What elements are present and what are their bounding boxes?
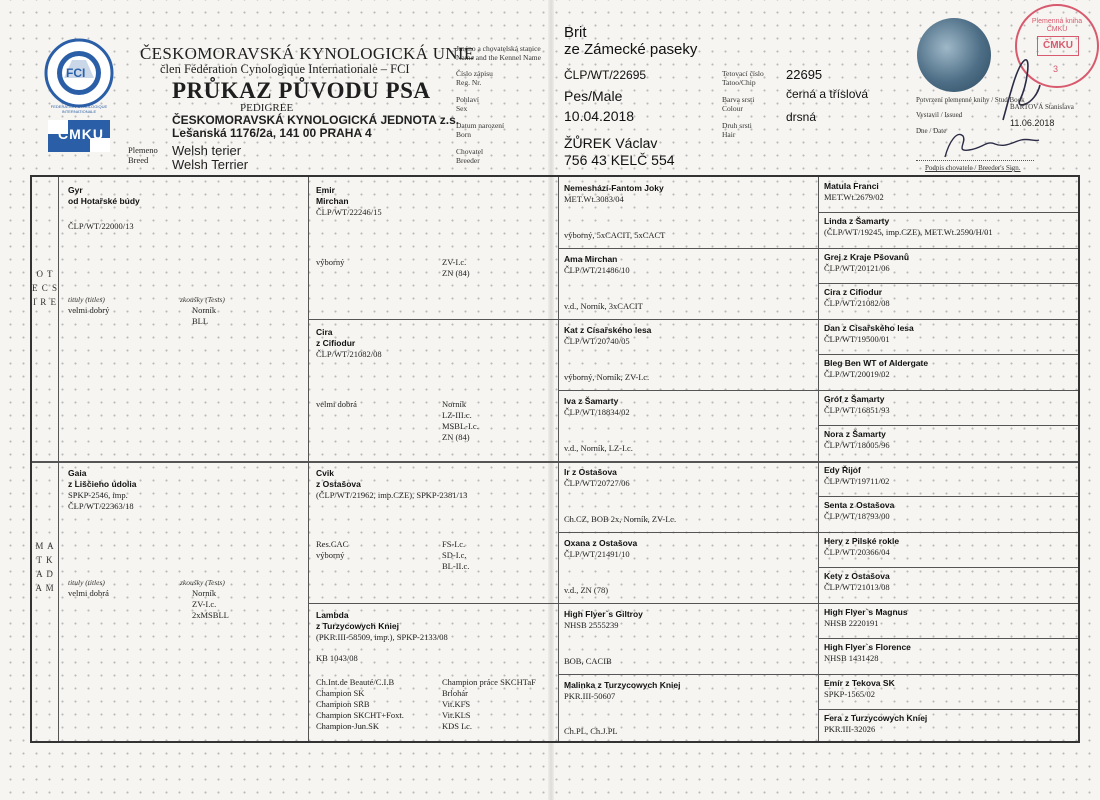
grid-line [58, 177, 59, 741]
gggp-cell: Cira z Cifiodur ČLP/WT/21082/08 [824, 287, 890, 308]
ggp-note: v.d., Norník, LZ-I.c. [564, 443, 633, 453]
logo-cmku-text: ČMKU [58, 126, 104, 142]
issued-by: BARTOVÁ Stanislava [1010, 103, 1074, 111]
coat-colour: černá a tříslová [786, 87, 869, 101]
breeder-sign-label: Podpis chovatele / Breeder's Sign. [925, 164, 1021, 172]
logo-ring-text: FEDERATION CYNOLOGIQUE INTERNATIONALE [50, 104, 108, 114]
dog-born-date: 10.04.2018 [564, 108, 635, 124]
grandparent-cell: Cvik z Ostašova (ČLP/WT/21962, imp.CZE), SPKP-2381/13 [316, 468, 468, 500]
dog-reg-number: ČLP/WT/22695 [564, 68, 647, 82]
ggp-cell: Oxana z Ostašova ČLP/WT/21491/10 [564, 538, 638, 559]
dog-name-line2: ze Zámecké paseky [564, 41, 698, 58]
sire-tests-label: zkoušky (Tests) [180, 295, 225, 304]
breeder-address: 756 43 KELČ 554 [564, 152, 675, 168]
dam-side-label: M A T K A D A M [35, 541, 55, 593]
grid-line [308, 177, 309, 741]
grandparent-cell: Cira z Cifiodur ČLP/WT/21082/08 [316, 327, 382, 359]
grid-line [818, 354, 1078, 355]
grandparent-cell: Lambda z Turzycowych Kniej (PKR.III-58509, imp.), SPKP-2133/08 KB 1043/08 [316, 610, 448, 663]
org-title: ČESKOMORAVSKÁ KYNOLOGICKÁ UNIE [140, 44, 475, 63]
ggp-note: výborný, 5xCACIT, 5xCACT [564, 230, 666, 240]
dam-titles-label: tituly (titles) [68, 578, 105, 587]
grid-line [818, 212, 1078, 213]
breeder-label: Chovatel Breeder [456, 147, 484, 165]
ggp-cell: Malinka z Turzycowych Kniej PKR.III-50607 [564, 680, 681, 701]
gggp-cell: Kety z Ostašova ČLP/WT/21013/08 [824, 571, 890, 592]
sire-titles: velmi dobrý [68, 305, 110, 315]
dam-titles: velmi dobrá [68, 588, 109, 598]
stamp-logo: ČMKU [1037, 36, 1079, 56]
sire-tests: Norník BLL [192, 305, 217, 326]
gggp-cell: Nora z Šamarty ČLP/WT/18005/96 [824, 429, 890, 450]
grid-line [558, 532, 1078, 533]
sire-cell [68, 185, 303, 232]
gggp-cell: Fera z Turzycowych Kniej PKR.III-32026 [824, 713, 928, 734]
grid-line [818, 496, 1078, 497]
association-name: ČESKOMORAVSKÁ KYNOLOGICKÁ JEDNOTA z.s. [172, 113, 460, 127]
gggp-cell: Gróf z Šamarty ČLP/WT/16851/93 [824, 394, 890, 415]
signature-line [916, 160, 1034, 161]
sire-reg: ČLP/WT/22000/13 [68, 221, 134, 231]
gggp-cell: Senta z Ostašova ČLP/WT/18793/00 [824, 500, 895, 521]
dam-name1: Gaia [68, 468, 87, 478]
dam-name2: z Liščieho údolia [68, 479, 137, 489]
breeder-name: ŽŮREK Václav [564, 135, 658, 151]
breed-label: Plemeno Breed [128, 145, 158, 165]
dam-reg1: SPKP-2546, imp. [68, 490, 128, 500]
sire-name2: od Hotařské búdy [68, 196, 140, 206]
grandparent-titles: velmi dobrá [316, 399, 357, 409]
gggp-cell: Bleg Ben WT of Aldergate ČLP/WT/20019/02 [824, 358, 929, 379]
ggp-note: výborný, Norník, ZV-I.c. [564, 372, 650, 382]
dam-cell [68, 468, 303, 512]
grandparent-tests: Champion práce SKCHTaF Brlohár Vit.KFS Vit.KLS KDS I.c. [442, 677, 536, 731]
document-subtitle: PEDIGREE [240, 102, 294, 114]
gggp-cell: Matula Franci MET.Wt.2679/02 [824, 181, 884, 202]
stamp-text: Plemenná kniha ČMKU [1031, 18, 1083, 33]
gggp-cell: Edy Řijof ČLP/WT/19711/02 [824, 465, 890, 486]
grandparent-tests: FS-I.c. SD-I.c. BL-II.c. [442, 539, 470, 571]
grid-line [818, 177, 819, 741]
ggp-cell: Ama Mirchan ČLP/WT/21486/10 [564, 254, 630, 275]
gggp-cell: Grej z Kraje Pšovanů ČLP/WT/20121/06 [824, 252, 910, 273]
ggp-cell: Iva z Šamarty ČLP/WT/18834/02 [564, 396, 630, 417]
date-label: Dne / Date [916, 127, 947, 135]
grid-line [818, 638, 1078, 639]
colour-label: Barva srsti Colour [722, 95, 755, 113]
dog-name-line1: Brit [564, 24, 587, 41]
grid-line [818, 425, 1078, 426]
gggp-cell: Linda z Šamarty (ČLP/WT/19245, imp.CZE), MET.Wt.2590/H/01 [824, 216, 993, 237]
sex-label: Pohlaví Sex [456, 95, 479, 113]
sire-name1: Gyr [68, 185, 83, 195]
grandparent-titles: Res.CAC výborný [316, 539, 349, 560]
grid-line [308, 319, 1078, 320]
ggp-note: Ch.CZ, BOB 2x, Norník, ZV-I.c. [564, 514, 677, 524]
breed-value: Welsh terier Welsh Terrier [172, 143, 249, 172]
issued-label: Vystavil / Issued [916, 111, 963, 119]
gggp-cell: High Flyer`s Magnus NHSB 2220191 [824, 607, 908, 628]
ggp-cell: High Flyer`s Giltroy NHSB 2555239 [564, 609, 643, 630]
stamp-number: 3 [1053, 64, 1059, 74]
tattoo-number: 22695 [786, 67, 823, 82]
coat-type: drsná [786, 110, 817, 124]
hair-label: Druh srsti Hair [722, 121, 752, 139]
association-address: Lešanská 1176/2a, 141 00 PRAHA 4 [172, 126, 372, 140]
ggp-note: v.d., ZN (78) [564, 585, 609, 595]
grandparent-tests: ZV-I.c. ZN (84) [442, 257, 470, 278]
grid-line [818, 709, 1078, 710]
ggp-cell: Ir z Ostašova ČLP/WT/20727/06 [564, 467, 630, 488]
breeder-signature-icon [935, 122, 1045, 164]
fci-cmku-logo [44, 38, 114, 156]
reg-label: Číslo zápisu Reg. Nr. [456, 69, 493, 87]
grid-line [558, 248, 1078, 249]
logo-fci-text: FCI [66, 66, 86, 80]
grid-line [32, 461, 1078, 463]
gggp-cell: Hery z Pilské rokle ČLP/WT/20366/04 [824, 536, 900, 557]
pedigree-table [30, 175, 1080, 743]
grandparent-cell: Emir Mirchan ČLP/WT/22246/15 [316, 185, 382, 217]
registrar-signature-icon [995, 55, 1045, 125]
grid-line [558, 674, 1078, 675]
sire-side-label: O T E C S I R E [32, 269, 59, 307]
grid-line [558, 177, 559, 741]
name-label: Jméno a chovatelská stanice Name and the Kennel Name [456, 44, 541, 62]
ggp-cell: Nemeshází-Fantom Joky MET.Wt.3083/04 [564, 183, 664, 204]
grid-line [818, 567, 1078, 568]
grandparent-titles: Ch.Int.de Beauté/C.I.B Champion SK Champion SRB Champion SKCHT+Foxt. Champion-Jun.SK [316, 677, 404, 731]
ggp-cell: Kat z Císařského lesa ČLP/WT/20740/05 [564, 325, 652, 346]
dam-tests-label: zkoušky (Tests) [180, 578, 225, 587]
dam-tests: Norník ZV-I.c. 2xMSBLL [192, 588, 229, 620]
grid-line [558, 390, 1078, 391]
grandparent-tests: Norník LZ-III.c. MSBL-I.c. ZN (84) [442, 399, 479, 442]
sire-titles-label: tituly (titles) [68, 295, 105, 304]
dam-reg2: ČLP/WT/22363/18 [68, 501, 134, 511]
ggp-note: Ch.PL, Ch.J.PL [564, 726, 618, 736]
gggp-cell: High Flyer`s Florence NHSB 1431428 [824, 642, 911, 663]
org-subtitle: člen Fédération Cynologique Internationale – FCI [160, 62, 410, 76]
hologram-seal [917, 18, 991, 92]
gggp-cell: Emír z Tekova SK SPKP-1565/02 [824, 678, 895, 699]
gggp-cell: Dan z Císařského lesa ČLP/WT/19500/01 [824, 323, 914, 344]
studbook-confirm-label: Potvrzení plemenné knihy / Stud Book [916, 96, 1025, 104]
ggp-note: v.d., Norník, 3xCACIT [564, 301, 643, 311]
document-title: PRŮKAZ PŮVODU PSA [172, 78, 431, 103]
ggp-note: BOB, CACIB [564, 656, 612, 666]
grid-line [818, 283, 1078, 284]
born-label: Datum narození Born [456, 121, 505, 139]
grid-line [308, 603, 1078, 604]
dog-sex: Pes/Male [564, 88, 623, 104]
grandparent-titles: výborný [316, 257, 345, 267]
tattoo-label: Tetovací číslo Tatoo/Chip [722, 69, 764, 87]
issued-date: 11.06.2018 [1010, 118, 1055, 128]
